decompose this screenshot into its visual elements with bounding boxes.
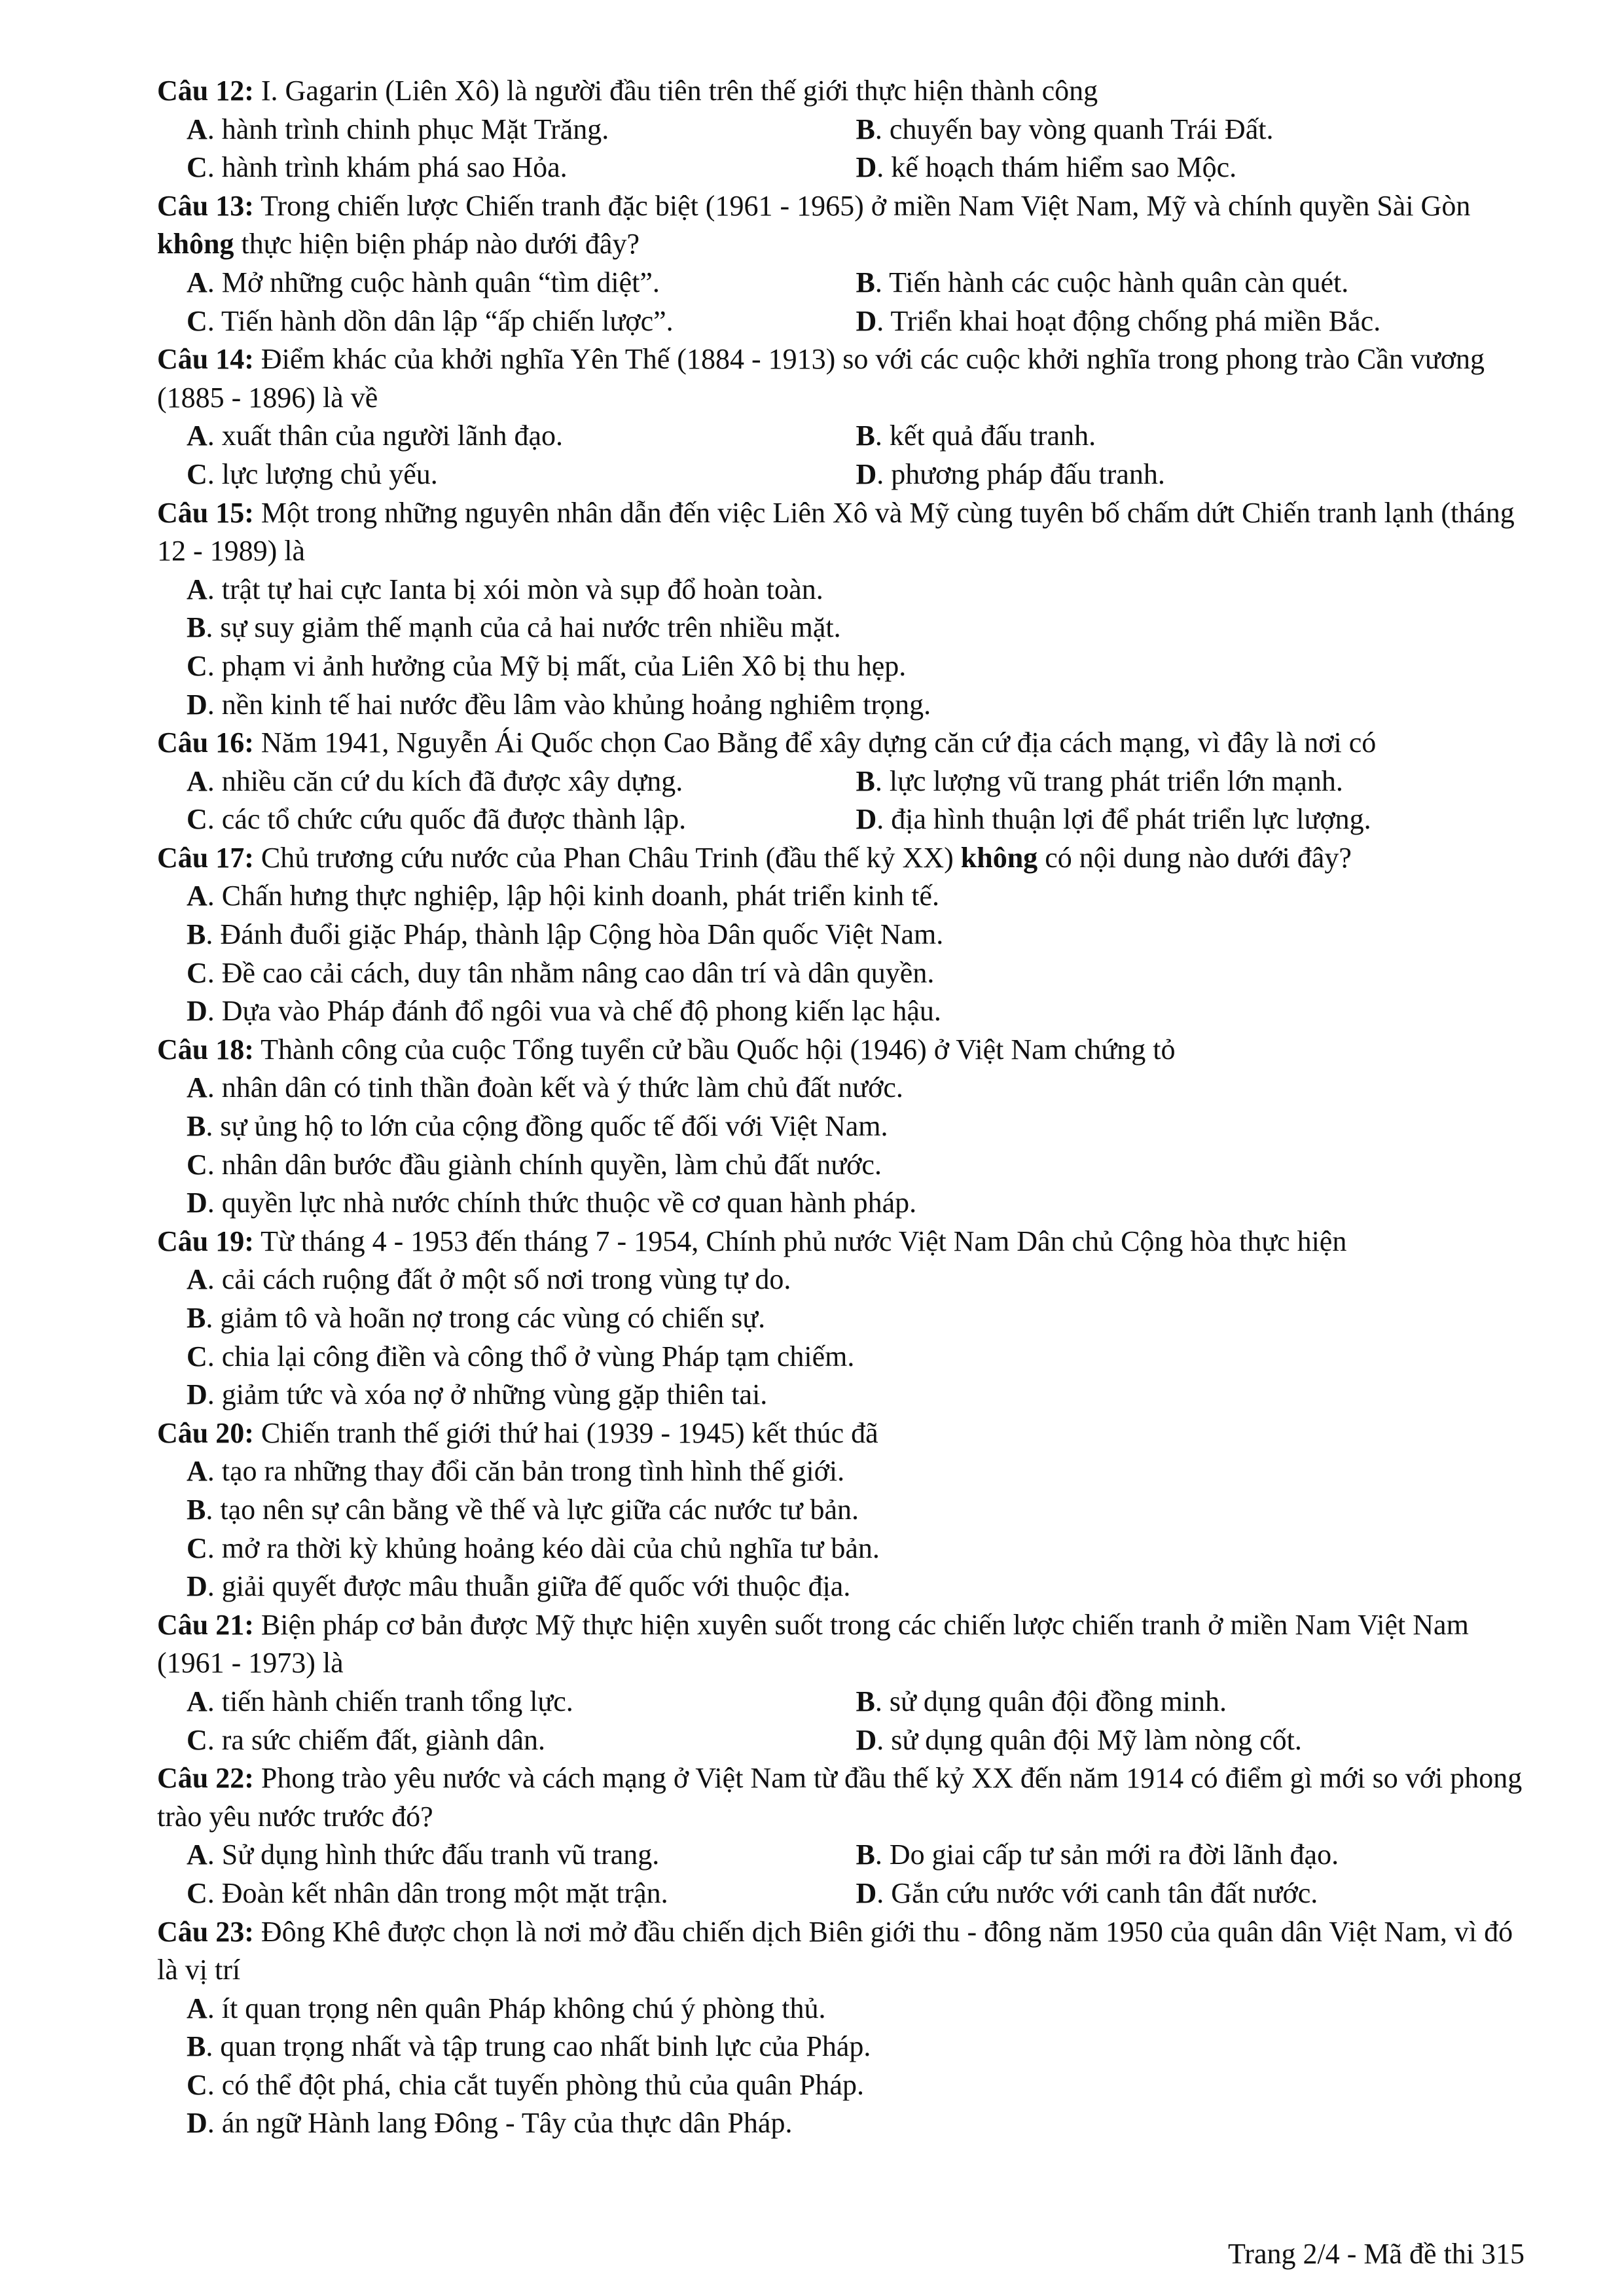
answer-option: A. tiến hành chiến tranh tổng lực. xyxy=(187,1685,573,1717)
option-text: tạo ra những thay đổi căn bản trong tình hình thế giới. xyxy=(221,1455,845,1488)
answer-option: A. xuất thân của người lãnh đạo. xyxy=(187,420,563,452)
question-text: Đông Khê được chọn là nơi mở đầu chiến dịch Biên giới thu - đông năm 1950 của quân dân Việt Nam, vì đó là vị trí xyxy=(157,1915,1513,1986)
answer-options xyxy=(157,1452,1525,1605)
question-text: Năm 1941, Nguyễn Ái Quốc chọn Cao Bằng để xây dựng căn cứ địa cách mạng, vì đây là nơi có xyxy=(261,726,1377,759)
emphasis-text: không xyxy=(157,228,234,260)
option-text: có thể đột phá, chia cắt tuyến phòng thủ của quân Pháp. xyxy=(221,2068,864,2101)
option-letter: D xyxy=(856,1876,877,1909)
answer-option: C. mở ra thời kỳ khủng hoảng kéo dài của chủ nghĩa tư bản. xyxy=(187,1532,880,1564)
exam-page xyxy=(157,72,1525,2143)
question-number: Câu 21: xyxy=(157,1608,254,1641)
answer-options xyxy=(157,264,1525,340)
question-text: Thành công của cuộc Tổng tuyển cử bầu Quốc hội (1946) ở Việt Nam chứng tỏ xyxy=(261,1033,1176,1066)
option-text: giảm tức và xóa nợ ở những vùng gặp thiên tai. xyxy=(221,1378,768,1411)
option-text: hành trình chinh phục Mặt Trăng. xyxy=(221,113,609,145)
answer-option: C. lực lượng chủ yếu. xyxy=(187,457,438,490)
option-text: kế hoạch thám hiểm sao Mộc. xyxy=(891,151,1237,184)
option-text: tạo nên sự cân bằng về thế và lực giữa các nước tư bản. xyxy=(220,1493,859,1526)
answer-option: B. Do giai cấp tư sản mới ra đời lãnh đạo. xyxy=(856,1839,1339,1871)
question-text: Chiến tranh thế giới thứ hai (1939 - 1945) kết thúc đã xyxy=(261,1416,878,1449)
question-text: Trong chiến lược Chiến tranh đặc biệt (1961 - 1965) ở miền Nam Việt Nam, Mỹ và chính quyền Sài Gòn xyxy=(261,189,1471,222)
answer-option: C. nhân dân bước đầu giành chính quyền, làm chủ đất nước. xyxy=(187,1148,882,1181)
option-text: Sử dụng hình thức đấu tranh vũ trang. xyxy=(221,1839,660,1871)
answer-option: C. Đề cao cải cách, duy tân nhằm nâng cao dân trí và dân quyền. xyxy=(187,956,935,989)
question xyxy=(157,1031,1525,1223)
question-stem xyxy=(157,340,1525,417)
answer-option: C. có thể đột phá, chia cắt tuyến phòng thủ của quân Pháp. xyxy=(187,2068,864,2101)
option-letter: A xyxy=(187,1071,208,1104)
option-letter: B xyxy=(856,266,875,298)
answer-option: B. sự ủng hộ to lớn của cộng đồng quốc tế đối với Việt Nam. xyxy=(187,1110,888,1143)
option-text: phương pháp đấu tranh. xyxy=(891,457,1165,490)
answer-option: B. Đánh đuổi giặc Pháp, thành lập Cộng hòa Dân quốc Việt Nam. xyxy=(187,918,944,951)
question-stem xyxy=(157,187,1525,264)
answer-option: A. cải cách ruộng đất ở một số nơi trong vùng tự do. xyxy=(187,1263,791,1296)
option-text: sự ủng hộ to lớn của cộng đồng quốc tế đối với Việt Nam. xyxy=(220,1110,888,1143)
option-letter: D xyxy=(856,1723,877,1756)
option-letter: B xyxy=(187,1110,206,1143)
question-stem xyxy=(157,494,1525,571)
option-text: giảm tô và hoãn nợ trong các vùng có chiến sự. xyxy=(220,1302,766,1334)
option-letter: D xyxy=(856,457,877,490)
answer-options xyxy=(157,417,1525,493)
question-number: Câu 20: xyxy=(157,1416,254,1449)
option-row xyxy=(187,1836,1525,1874)
option-text: Tiến hành dồn dân lập “ấp chiến lược”. xyxy=(221,304,674,337)
option-letter: C xyxy=(187,457,208,490)
answer-option: D. phương pháp đấu tranh. xyxy=(856,457,1165,490)
answer-option: C. các tổ chức cứu quốc đã được thành lập. xyxy=(187,803,687,836)
answer-options xyxy=(157,111,1525,187)
question xyxy=(157,1913,1525,2144)
option-text: mở ra thời kỳ khủng hoảng kéo dài của chủ nghĩa tư bản. xyxy=(221,1532,880,1564)
answer-option: D. nền kinh tế hai nước đều lâm vào khủng hoảng nghiêm trọng. xyxy=(187,688,931,721)
option-letter: C xyxy=(187,649,208,682)
answer-option: B. kết quả đấu tranh. xyxy=(856,420,1096,452)
question-number: Câu 14: xyxy=(157,343,254,376)
option-row xyxy=(187,302,1525,341)
question-stem xyxy=(157,72,1525,111)
question-stem xyxy=(157,1031,1525,1069)
answer-option: A. Chấn hưng thực nghiệp, lập hội kinh doanh, phát triển kinh tế. xyxy=(187,880,939,912)
question-number: Câu 19: xyxy=(157,1225,254,1257)
option-text: Chấn hưng thực nghiệp, lập hội kinh doanh, phát triển kinh tế. xyxy=(221,880,939,912)
question-stem xyxy=(157,1606,1525,1683)
question xyxy=(157,1414,1525,1606)
question xyxy=(157,1223,1525,1414)
option-letter: C xyxy=(187,1340,208,1372)
option-text: tiến hành chiến tranh tổng lực. xyxy=(221,1685,573,1717)
answer-option: B. giảm tô và hoãn nợ trong các vùng có chiến sự. xyxy=(187,1302,766,1334)
option-row xyxy=(187,1721,1525,1760)
option-text: chia lại công điền và công thổ ở vùng Pháp tạm chiếm. xyxy=(221,1340,855,1372)
option-letter: A xyxy=(187,764,208,797)
question-number: Câu 13: xyxy=(157,189,254,222)
option-letter: C xyxy=(187,956,208,989)
option-text: lực lượng chủ yếu. xyxy=(221,457,438,490)
option-text: sử dụng quân đội đồng minh. xyxy=(889,1685,1227,1717)
answer-option: A. tạo ra những thay đổi căn bản trong tình hình thế giới. xyxy=(187,1455,845,1488)
answer-option: A. Mở những cuộc hành quân “tìm diệt”. xyxy=(187,266,660,298)
option-text: nhân dân bước đầu giành chính quyền, làm chủ đất nước. xyxy=(221,1148,882,1181)
option-text: phạm vi ảnh hưởng của Mỹ bị mất, của Liên Xô bị thu hẹp. xyxy=(221,649,907,682)
answer-option: D. Gắn cứu nước với canh tân đất nước. xyxy=(856,1876,1318,1909)
option-letter: A xyxy=(187,880,208,912)
option-text: cải cách ruộng đất ở một số nơi trong vùng tự do. xyxy=(221,1263,791,1296)
option-letter: D xyxy=(856,151,877,184)
answer-option: A. nhiều căn cứ du kích đã được xây dựng. xyxy=(187,764,683,797)
option-text: nền kinh tế hai nước đều lâm vào khủng hoảng nghiêm trọng. xyxy=(221,688,931,721)
option-text: sử dụng quân đội Mỹ làm nòng cốt. xyxy=(891,1723,1302,1756)
answer-options xyxy=(157,877,1525,1030)
option-letter: D xyxy=(856,803,877,836)
answer-option: C. ra sức chiếm đất, giành dân. xyxy=(187,1723,546,1756)
answer-option: A. nhân dân có tinh thần đoàn kết và ý thức làm chủ đất nước. xyxy=(187,1071,903,1104)
option-letter: D xyxy=(187,688,208,721)
question xyxy=(157,724,1525,839)
answer-option: B. lực lượng vũ trang phát triển lớn mạnh. xyxy=(856,764,1343,797)
question-text: Điểm khác của khởi nghĩa Yên Thế (1884 - 1913) so với các cuộc khởi nghĩa trong phong trào Cần vương (1885 - 1896) là về xyxy=(157,343,1485,414)
option-letter: C xyxy=(187,1148,208,1181)
option-text: lực lượng vũ trang phát triển lớn mạnh. xyxy=(889,764,1343,797)
answer-option: A. Sử dụng hình thức đấu tranh vũ trang. xyxy=(187,1839,660,1871)
emphasis-text: không xyxy=(960,841,1038,874)
answer-option: B. tạo nên sự cân bằng về thế và lực giữa các nước tư bản. xyxy=(187,1493,859,1526)
answer-option: D. giảm tức và xóa nợ ở những vùng gặp thiên tai. xyxy=(187,1378,768,1411)
answer-options xyxy=(157,1836,1525,1912)
option-letter: C xyxy=(187,2068,208,2101)
option-text: Gắn cứu nước với canh tân đất nước. xyxy=(891,1876,1318,1909)
option-row xyxy=(187,149,1525,187)
answer-option: A. trật tự hai cực Ianta bị xói mòn và sụp đổ hoàn toàn. xyxy=(187,573,823,605)
option-row xyxy=(187,456,1525,494)
option-letter: C xyxy=(187,1532,208,1564)
option-text: Do giai cấp tư sản mới ra đời lãnh đạo. xyxy=(889,1839,1339,1871)
option-text: sự suy giảm thế mạnh của cả hai nước trên nhiều mặt. xyxy=(220,611,841,644)
option-text: xuất thân của người lãnh đạo. xyxy=(221,420,563,452)
option-text: nhân dân có tinh thần đoàn kết và ý thức làm chủ đất nước. xyxy=(221,1071,903,1104)
option-letter: A xyxy=(187,573,208,605)
answer-option: B. sự suy giảm thế mạnh của cả hai nước trên nhiều mặt. xyxy=(187,611,841,644)
option-letter: A xyxy=(187,1839,208,1871)
answer-options xyxy=(157,1683,1525,1759)
answer-option: B. chuyến bay vòng quanh Trái Đất. xyxy=(856,113,1274,145)
option-text: địa hình thuận lợi để phát triển lực lượng. xyxy=(891,803,1371,836)
option-letter: B xyxy=(856,764,875,797)
question-number: Câu 16: xyxy=(157,726,254,759)
question-number: Câu 17: xyxy=(157,841,254,874)
answer-option: B. sử dụng quân đội đồng minh. xyxy=(856,1685,1227,1717)
option-letter: B xyxy=(187,2030,206,2063)
option-text: Dựa vào Pháp đánh đổ ngôi vua và chế độ phong kiến lạc hậu. xyxy=(221,995,941,1028)
answer-option: D. giải quyết được mâu thuẫn giữa đế quốc với thuộc địa. xyxy=(187,1570,851,1603)
answer-option: D. kế hoạch thám hiểm sao Mộc. xyxy=(856,151,1237,184)
option-letter: D xyxy=(187,1378,208,1411)
option-row xyxy=(187,417,1525,456)
question-stem xyxy=(157,1759,1525,1836)
option-letter: B xyxy=(856,1685,875,1717)
answer-options xyxy=(157,762,1525,839)
option-text: ra sức chiếm đất, giành dân. xyxy=(221,1723,546,1756)
option-text: hành trình khám phá sao Hỏa. xyxy=(221,151,568,184)
question-text: có nội dung nào dưới đây? xyxy=(1038,841,1352,874)
question xyxy=(157,1606,1525,1759)
answer-options xyxy=(157,1069,1525,1222)
question-text: Từ tháng 4 - 1953 đến tháng 7 - 1954, Chính phủ nước Việt Nam Dân chủ Cộng hòa thực hiện xyxy=(261,1225,1347,1257)
option-text: các tổ chức cứu quốc đã được thành lập. xyxy=(221,803,687,836)
answer-option: A. hành trình chinh phục Mặt Trăng. xyxy=(187,113,609,145)
option-row xyxy=(187,800,1525,839)
option-letter: C xyxy=(187,1876,208,1909)
option-letter: B xyxy=(187,611,206,644)
question-stem xyxy=(157,1223,1525,1261)
option-row xyxy=(187,1874,1525,1913)
option-row xyxy=(187,264,1525,302)
option-row xyxy=(187,1683,1525,1721)
question xyxy=(157,340,1525,493)
option-letter: B xyxy=(856,420,875,452)
option-letter: A xyxy=(187,1263,208,1296)
option-letter: A xyxy=(187,420,208,452)
question xyxy=(157,839,1525,1031)
question xyxy=(157,187,1525,340)
option-letter: A xyxy=(187,266,208,298)
answer-option: D. địa hình thuận lợi để phát triển lực lượng. xyxy=(856,803,1371,836)
option-letter: D xyxy=(187,1187,208,1219)
option-letter: C xyxy=(187,1723,208,1756)
answer-option: B. Tiến hành các cuộc hành quân càn quét. xyxy=(856,266,1349,298)
answer-options xyxy=(157,1990,1525,2143)
option-text: Mở những cuộc hành quân “tìm diệt”. xyxy=(221,266,660,298)
option-text: Đề cao cải cách, duy tân nhằm nâng cao dân trí và dân quyền. xyxy=(221,956,935,989)
option-text: chuyến bay vòng quanh Trái Đất. xyxy=(889,113,1274,145)
option-letter: B xyxy=(187,1493,206,1526)
option-letter: C xyxy=(187,151,208,184)
option-text: Triển khai hoạt động chống phá miền Bắc. xyxy=(890,304,1381,337)
option-letter: A xyxy=(187,1992,208,2024)
question-stem xyxy=(157,724,1525,762)
option-letter: A xyxy=(187,1455,208,1488)
answer-option: C. Đoàn kết nhân dân trong một mặt trận. xyxy=(187,1876,668,1909)
question-text: I. Gagarin (Liên Xô) là người đầu tiên trên thế giới thực hiện thành công xyxy=(261,75,1098,107)
answer-option: D. án ngữ Hành lang Đông - Tây của thực dân Pháp. xyxy=(187,2107,793,2140)
page-footer: Trang 2/4 - Mã đề thi 315 xyxy=(1227,2238,1525,2270)
question xyxy=(157,494,1525,725)
option-text: Đoàn kết nhân dân trong một mặt trận. xyxy=(221,1876,668,1909)
option-text: ít quan trọng nên quân Pháp không chú ý phòng thủ. xyxy=(221,1992,826,2024)
answer-option: C. hành trình khám phá sao Hỏa. xyxy=(187,151,568,184)
option-letter: C xyxy=(187,304,208,337)
option-text: trật tự hai cực Ianta bị xói mòn và sụp đổ hoàn toàn. xyxy=(221,573,823,605)
option-letter: B xyxy=(856,113,875,145)
question xyxy=(157,72,1525,187)
question-stem xyxy=(157,1414,1525,1453)
option-letter: D xyxy=(187,995,208,1028)
answer-option: C. chia lại công điền và công thổ ở vùng Pháp tạm chiếm. xyxy=(187,1340,855,1372)
option-letter: C xyxy=(187,803,208,836)
option-letter: D xyxy=(187,2107,208,2140)
option-letter: D xyxy=(187,1570,208,1603)
answer-option: D. Triển khai hoạt động chống phá miền Bắc. xyxy=(856,304,1381,337)
question-stem xyxy=(157,839,1525,878)
option-letter: A xyxy=(187,1685,208,1717)
option-text: quan trọng nhất và tập trung cao nhất binh lực của Pháp. xyxy=(220,2030,871,2063)
answer-option: D. sử dụng quân đội Mỹ làm nòng cốt. xyxy=(856,1723,1302,1756)
option-letter: B xyxy=(187,1302,206,1334)
question-number: Câu 12: xyxy=(157,75,254,107)
question xyxy=(157,1759,1525,1912)
question-text: Chủ trương cứu nước của Phan Châu Trinh (đầu thế kỷ XX) xyxy=(261,841,961,874)
option-text: giải quyết được mâu thuẫn giữa đế quốc với thuộc địa. xyxy=(221,1570,851,1603)
option-text: quyền lực nhà nước chính thức thuộc về cơ quan hành pháp. xyxy=(221,1187,917,1219)
option-text: Tiến hành các cuộc hành quân càn quét. xyxy=(889,266,1349,298)
question-number: Câu 22: xyxy=(157,1762,254,1795)
option-text: Đánh đuổi giặc Pháp, thành lập Cộng hòa Dân quốc Việt Nam. xyxy=(220,918,944,951)
answer-option: D. quyền lực nhà nước chính thức thuộc về cơ quan hành pháp. xyxy=(187,1187,917,1219)
answer-option: D. Dựa vào Pháp đánh đổ ngôi vua và chế độ phong kiến lạc hậu. xyxy=(187,995,941,1028)
option-letter: B xyxy=(856,1839,875,1871)
answer-option: C. phạm vi ảnh hưởng của Mỹ bị mất, của Liên Xô bị thu hẹp. xyxy=(187,649,907,682)
question-text: Biện pháp cơ bản được Mỹ thực hiện xuyên suốt trong các chiến lược chiến tranh ở miền Nam Việt Nam (1961 - 1973) là xyxy=(157,1608,1469,1679)
option-text: nhiều căn cứ du kích đã được xây dựng. xyxy=(221,764,683,797)
option-letter: B xyxy=(187,918,206,951)
question-text: Phong trào yêu nước và cách mạng ở Việt Nam từ đầu thế kỷ XX đến năm 1914 có điểm gì mới so với phong trào yêu nước trước đó? xyxy=(157,1762,1523,1833)
answer-option: B. quan trọng nhất và tập trung cao nhất binh lực của Pháp. xyxy=(187,2030,871,2063)
answer-option: C. Tiến hành dồn dân lập “ấp chiến lược”. xyxy=(187,304,674,337)
option-text: án ngữ Hành lang Đông - Tây của thực dân Pháp. xyxy=(221,2107,793,2140)
question-text: Một trong những nguyên nhân dẫn đến việc Liên Xô và Mỹ cùng tuyên bố chấm dứt Chiến tranh lạnh (tháng 12 - 1989) là xyxy=(157,496,1515,567)
answer-options xyxy=(157,1261,1525,1414)
question-text: thực hiện biện pháp nào dưới đây? xyxy=(234,228,640,260)
option-row xyxy=(187,762,1525,801)
option-letter: A xyxy=(187,113,208,145)
question-number: Câu 23: xyxy=(157,1915,254,1948)
question-number: Câu 15: xyxy=(157,496,254,529)
option-text: kết quả đấu tranh. xyxy=(889,420,1096,452)
question-stem xyxy=(157,1913,1525,1990)
answer-options xyxy=(157,571,1525,724)
question-number: Câu 18: xyxy=(157,1033,254,1066)
option-letter: D xyxy=(856,304,877,337)
answer-option: A. ít quan trọng nên quân Pháp không chú ý phòng thủ. xyxy=(187,1992,826,2024)
option-row xyxy=(187,111,1525,149)
